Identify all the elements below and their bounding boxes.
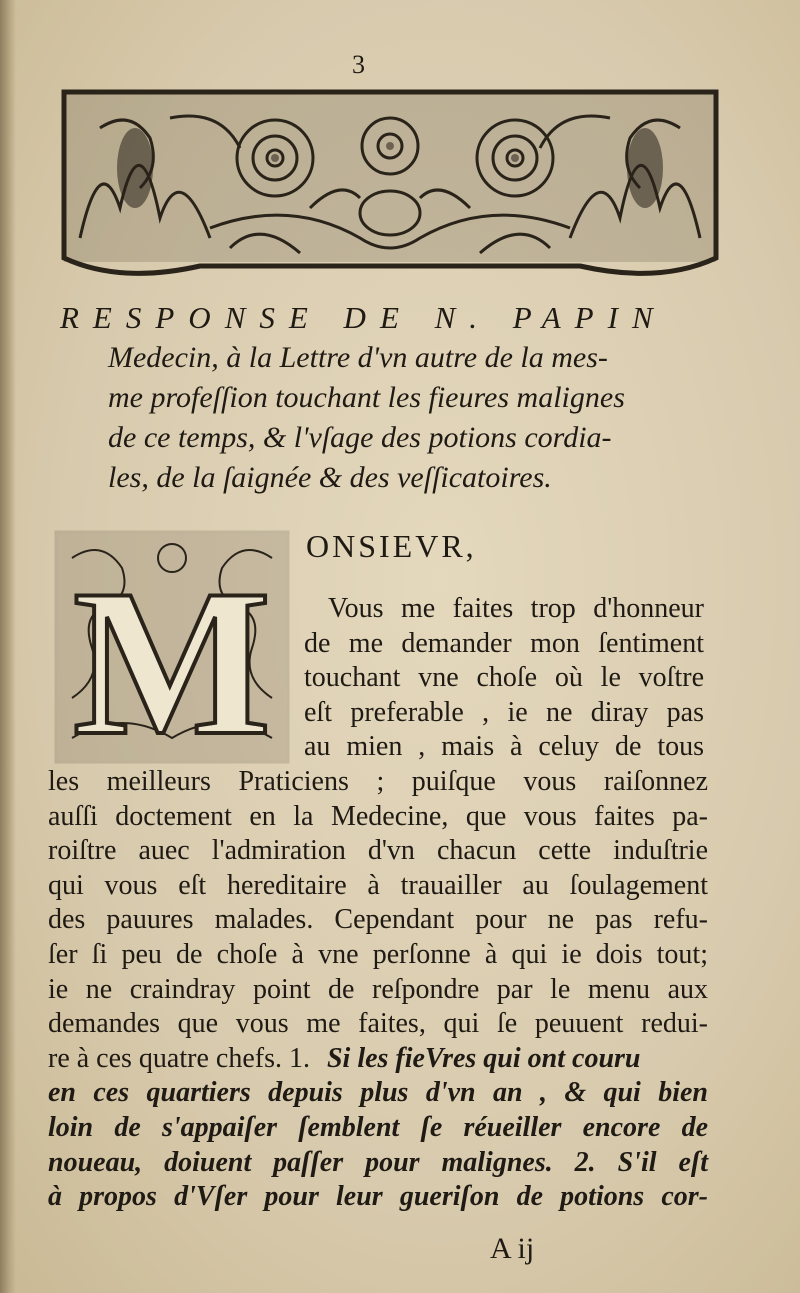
drop-cap-letter: M xyxy=(72,547,272,766)
body-line: demandes que vous me faites, qui ſe peuuent redui- xyxy=(48,1008,708,1040)
body-line: auſſi doctement en la Medecine, que vous faites pa- xyxy=(48,800,708,832)
decorated-initial xyxy=(52,528,292,766)
body-line: de me demander mon ſentiment xyxy=(304,627,704,659)
title-line: les, de la ſaignée & des veſſicatoires. xyxy=(108,461,552,494)
salutation: ONSIEVR, xyxy=(306,528,477,564)
body-line-mixed xyxy=(48,1042,708,1077)
body-line-italic: à propos d'Vſer pour leur gueriſon de potions cor- xyxy=(48,1181,708,1213)
body-line: Vous me faites trop d'honneur xyxy=(328,593,704,624)
body-line-italic-part: Si les fieVres qui ont couru xyxy=(326,1042,641,1074)
body-line: au mien , mais à celuy de tous xyxy=(304,731,704,763)
body-line: les meilleurs Praticiens ; puiſque vous raiſonnez xyxy=(48,766,708,797)
title-line: RESPONSE DE N. PAPIN xyxy=(60,300,667,335)
body-line: qui vous eſt hereditaire à trauailler au ſoulagement xyxy=(48,869,708,901)
body-line: ie ne craindray point de reſpondre par le menu aux xyxy=(48,973,708,1005)
body-line-italic: noueau, doiuent paſſer pour malignes. 2. S'il eſt xyxy=(48,1146,708,1178)
body-line: des pauures malades. Cependant pour ne pas refu- xyxy=(48,904,708,936)
body-narrow-column xyxy=(304,592,704,765)
body-line: touchant vne choſe où le voſtre xyxy=(304,662,704,694)
page-gutter-shadow xyxy=(0,0,16,1293)
page-number: 3 xyxy=(352,50,365,79)
body-line: eſt preferable , ie ne diray pas xyxy=(304,696,704,728)
body-wide-column xyxy=(48,765,708,1215)
document-title xyxy=(60,298,740,498)
body-line: ſer ſi peu de choſe à vne perſonne à qui ie dois tout; xyxy=(48,938,708,970)
ornamental-headpiece xyxy=(60,88,720,288)
body-line-italic: en ces quartiers depuis plus d'vn an , & qui bien xyxy=(48,1077,708,1109)
signature-mark: A ij xyxy=(490,1232,535,1265)
body-line-roman-part: re à ces quatre chefs. 1. xyxy=(48,1042,310,1074)
body-line-italic: loin de s'appaiſer ſemblent ſe réueiller encore de xyxy=(48,1111,708,1143)
title-line: de ce temps, & l'vſage des potions cordia- xyxy=(108,421,612,454)
title-line: me profeſſion touchant les fieures malignes xyxy=(108,381,625,414)
body-line: roiſtre auec l'admiration d'vn chacun cette induſtrie xyxy=(48,835,708,867)
title-line: Medecin, à la Lettre d'vn autre de la mes- xyxy=(108,341,608,374)
